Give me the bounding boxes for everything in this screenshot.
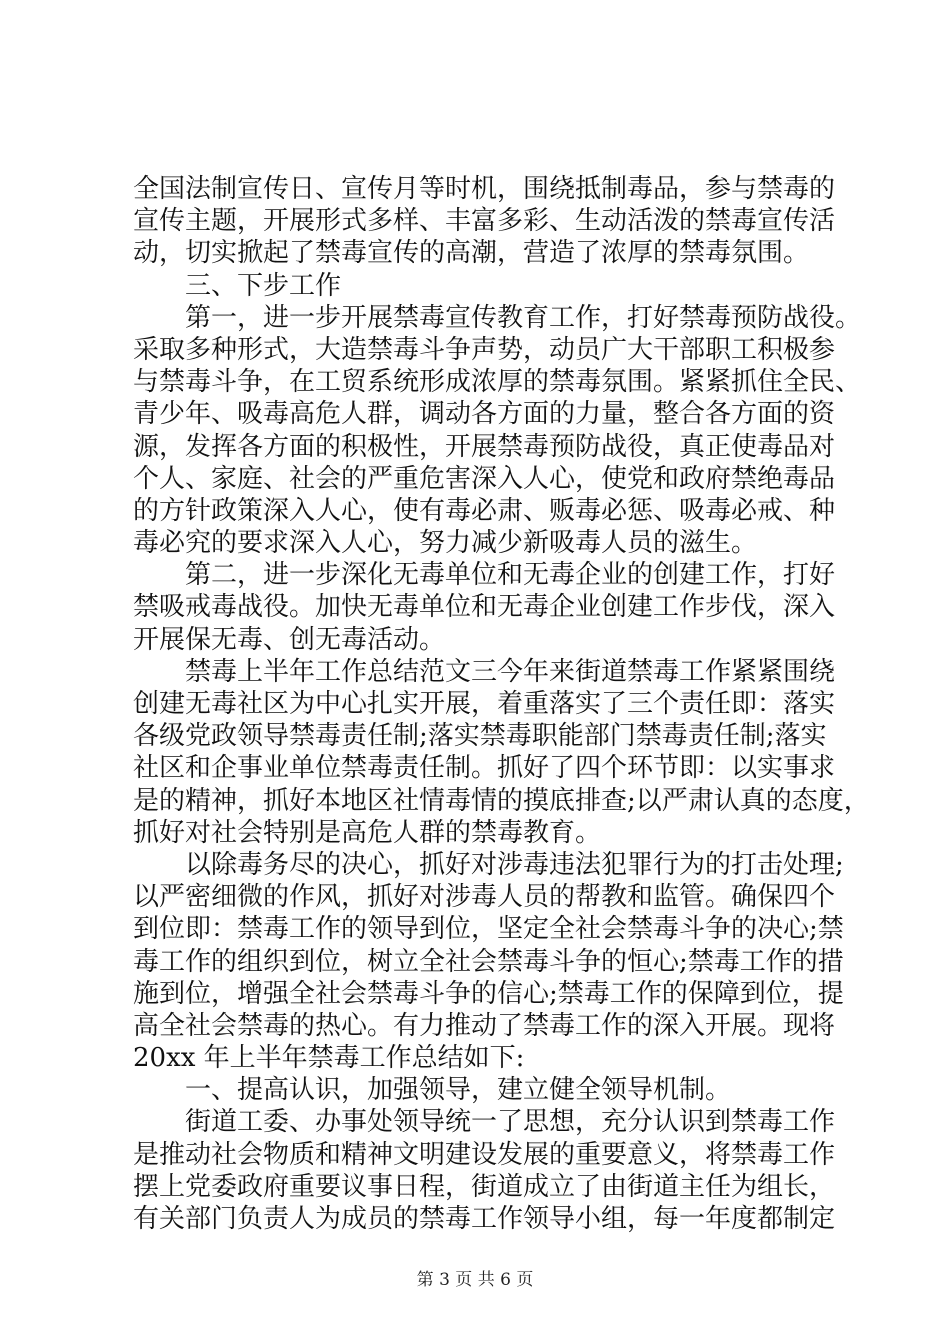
text-line: 采取多种形式，大造禁毒斗争声势，动员广大干部职工积极参 <box>133 334 836 365</box>
text-line: 宣传主题，开展形式多样、丰富多彩、生动活泼的禁毒宣传活 <box>133 206 836 237</box>
text-line: 青少年、吸毒高危人群，调动各方面的力量，整合各方面的资 <box>133 399 836 430</box>
text-line: 毒工作的组织到位，树立全社会禁毒斗争的恒心;禁毒工作的措 <box>133 946 844 977</box>
text-line: 与禁毒斗争，在工贸系统形成浓厚的禁毒氛围。紧紧抓住全民、 <box>133 367 862 398</box>
text-line: 高全社会禁毒的热心。有力推动了禁毒工作的深入开展。现将 <box>133 1010 836 1041</box>
text-line: 抓好对社会特别是高危人群的禁毒教育。 <box>133 817 602 848</box>
text-line: 各级党政领导禁毒责任制;落实禁毒职能部门禁毒责任制;落实 <box>133 721 827 752</box>
text-line: 禁吸戒毒战役。加快无毒单位和无毒企业创建工作步伐，深入 <box>133 592 836 623</box>
text-line: 摆上党委政府重要议事日程，街道成立了由街道主任为组长， <box>133 1171 836 1202</box>
text-line: 施到位，增强全社会禁毒斗争的信心;禁毒工作的保障到位，提 <box>133 978 844 1009</box>
text-line: 街道工委、办事处领导统一了思想，充分认识到禁毒工作 <box>133 1107 836 1138</box>
page-number-footer: 第 3 页 共 6 页 <box>416 1270 534 1290</box>
text-line: 禁毒上半年工作总结范文三今年来街道禁毒工作紧紧围绕 <box>133 656 836 687</box>
text-line: 有关部门负责人为成员的禁毒工作领导小组，每一年度都制定 <box>133 1204 836 1234</box>
text-line: 源，发挥各方面的积极性，开展禁毒预防战役，真正使毒品对 <box>133 431 836 462</box>
text-line: 的方针政策深入人心，使有毒必肃、贩毒必惩、吸毒必戒、种 <box>133 495 836 526</box>
body-text <box>133 173 870 1235</box>
text-line: 社区和企事业单位禁毒责任制。抓好了四个环节即：以实事求 <box>133 753 836 784</box>
text-line: 20xx 年上半年禁毒工作总结如下: <box>133 1043 525 1074</box>
section-heading: 三、下步工作 <box>133 270 342 301</box>
text-line: 第一，进一步开展禁毒宣传教育工作，打好禁毒预防战役。 <box>133 302 862 333</box>
text-line: 第二，进一步深化无毒单位和无毒企业的创建工作，打好 <box>133 560 836 591</box>
text-line: 到位即：禁毒工作的领导到位，坚定全社会禁毒斗争的决心;禁 <box>133 914 844 945</box>
text-line: 动，切实掀起了禁毒宣传的高潮，营造了浓厚的禁毒氛围。 <box>133 238 810 269</box>
text-line: 开展保无毒、创无毒活动。 <box>133 624 446 655</box>
text-line: 创建无毒社区为中心扎实开展，着重落实了三个责任即：落实 <box>133 689 836 719</box>
text-line: 毒必究的要求深入人心，努力减少新吸毒人员的滋生。 <box>133 528 758 559</box>
text-line: 以除毒务尽的决心，抓好对涉毒违法犯罪行为的打击处理; <box>133 849 844 880</box>
text-line: 个人、家庭、社会的严重危害深入人心，使党和政府禁绝毒品 <box>133 463 836 494</box>
text-line: 是推动社会物质和精神文明建设发展的重要意义，将禁毒工作 <box>133 1139 836 1170</box>
section-heading: 一、提高认识，加强领导，建立健全领导机制。 <box>133 1075 732 1106</box>
text-line: 全国法制宣传日、宣传月等时机，围绕抵制毒品，参与禁毒的 <box>133 174 836 204</box>
text-line: 是的精神，抓好本地区社情毒情的摸底排查;以严肃认真的态度， <box>133 785 870 816</box>
text-line: 以严密细微的作风，抓好对涉毒人员的帮教和监管。确保四个 <box>133 882 836 913</box>
